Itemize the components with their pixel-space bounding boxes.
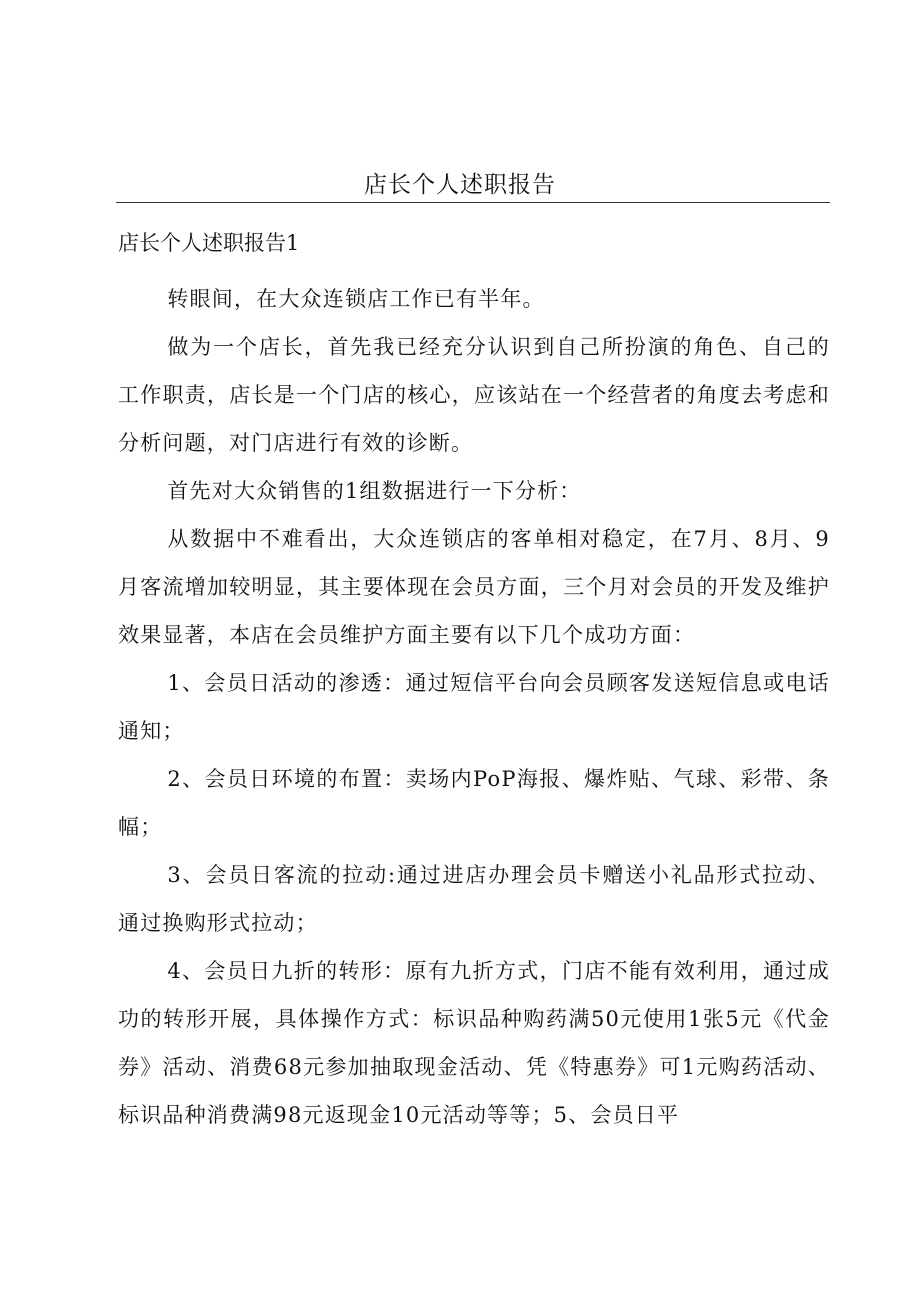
paragraph-intro: 转眼间，在大众连锁店工作已有半年。 (167, 287, 545, 311)
title-divider (116, 202, 830, 203)
paragraph-item-3: 3、会员日客流的拉动:通过进店办理会员卡赠送小礼品形式拉动、通过换购形式拉动； (118, 863, 830, 935)
paragraph-role: 做为一个店长，首先我已经充分认识到自己所扮演的角色、自己的工作职责，店长是一个门店的核心，应该站在一个经营者的角度去考虑和分析问题，对门店进行有效的诊断。 (118, 335, 830, 455)
document-title: 店长个人述职报告 (364, 172, 556, 198)
section-heading: 店长个人述职报告1 (118, 231, 300, 255)
document-body (118, 228, 830, 1139)
paragraph-item-4: 4、会员日九折的转形：原有九折方式，门店不能有效利用，通过成功的转形开展，具体操作方式：标识品种购药满50元使用1张5元《代金券》活动、消费68元参加抽取现金活动、凭《特惠券》可1元购药活动、标识品种消费满98元返现金10元活动等等；5、会员日平 (118, 959, 830, 1127)
paragraph-item-2: 2、会员日环境的布置：卖场内PoP海报、爆炸贴、气球、彩带、条幅； (118, 767, 830, 839)
paragraph-data-analysis: 首先对大众销售的1组数据进行一下分析： (167, 479, 582, 503)
paragraph-item-1: 1、会员日活动的渗透：通过短信平台向会员顾客发送短信息或电话通知； (118, 671, 830, 743)
paragraph-findings: 从数据中不难看出，大众连锁店的客单相对稳定，在7月、8月、9月客流增加较明显，其主要体现在会员方面，三个月对会员的开发及维护效果显著，本店在会员维护方面主要有以下几个成功方面： (118, 527, 830, 647)
